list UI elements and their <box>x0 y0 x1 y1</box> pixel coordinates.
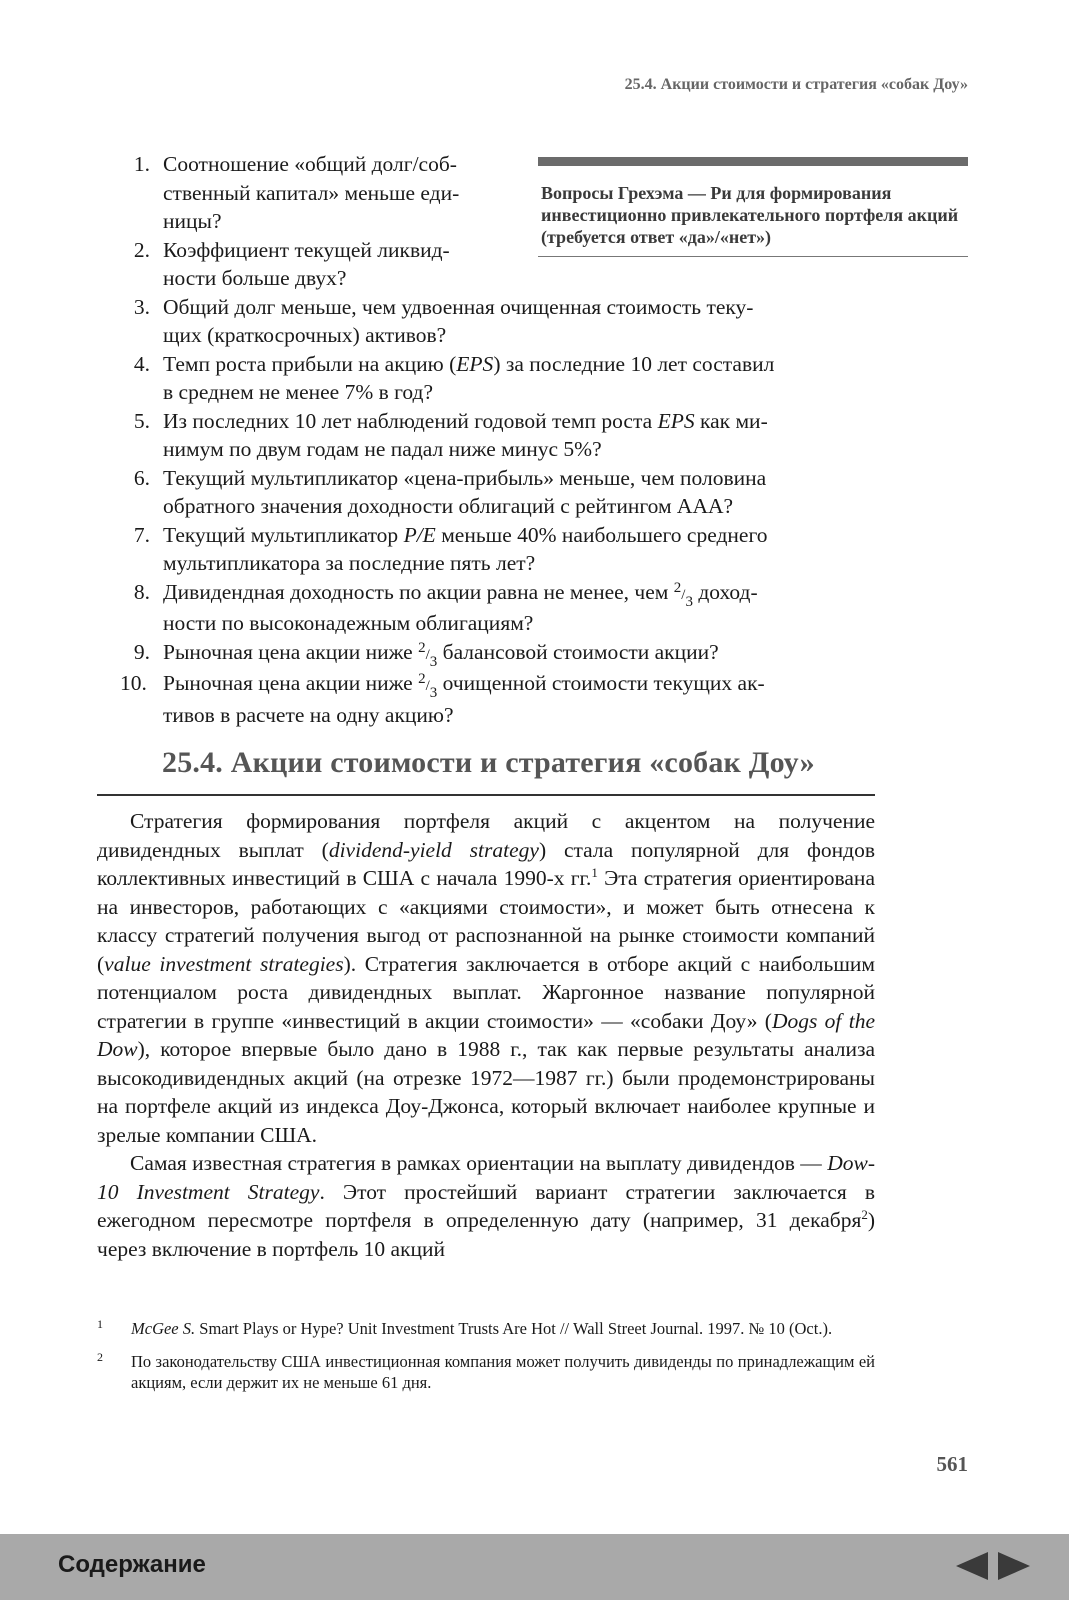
page-number: 561 <box>936 1452 968 1476</box>
paragraph: Самая известная стратегия в рамках ориентации на выплату дивидендов — Dow-10 Investment Strategy. Этот простейший вариант стратегии заключается в ежегодном пересмотре портфеля в определенную дату (например, 31 декабря$^2$) через включение в портфель 10 акций <box>97 1151 875 1261</box>
list-item: 1. Соотношение «общий долг/соб- ственный капитал» меньше еди- ницы? <box>133 152 460 233</box>
section-heading: 25.4. Акции стоимости и стратегия «собак Доу» <box>162 746 815 779</box>
contents-button[interactable]: Содержание <box>58 1551 206 1578</box>
footnote-ref[interactable]: 1 <box>591 864 598 880</box>
heading-rule <box>97 794 875 796</box>
list-item: 3. Общий долг меньше, чем удвоенная очищенная стоимость теку- щих (краткосрочных) активов? <box>133 294 754 347</box>
list-item: 2. Коэффициент текущей ликвид- ности больше двух? <box>133 237 450 290</box>
next-page-button[interactable] <box>996 1550 1032 1582</box>
question-list <box>120 150 775 729</box>
list-item: 8. Дивидендная доходность по акции равна не менее, чем 2/3 доход- ности по высоконадежным облигациям? <box>133 579 758 635</box>
bottom-navigation-bar <box>0 1534 1069 1600</box>
list-item: 4. Темп роста прибыли на акцию (EPS) за последние 10 лет составил в среднем не менее 7% в год? <box>133 351 775 404</box>
prev-page-button[interactable] <box>954 1550 990 1582</box>
list-item: 6. Текущий мультипликатор «цена-прибыль» меньше, чем половина обратного значения доходности облигаций с рейтингом ААА? <box>133 465 767 518</box>
list-item: 7. Текущий мультипликатор P/E меньше 40% наибольшего среднего мультипликатора за последние пять лет? <box>133 522 768 575</box>
fraction: 2/3 <box>418 639 438 670</box>
arrow-right-icon <box>996 1550 1032 1582</box>
running-head: 25.4. Акции стоимости и стратегия «собак Доу» <box>624 76 968 93</box>
footnote: 1 McGee S. Smart Plays or Hype? Unit Investment Trusts Are Hot // Wall Street Journal. 1997. № 10 (Oct.). <box>97 1317 833 1338</box>
list-item: 10. Рыночная цена акции ниже 2/3 очищенной стоимости текущих ак- тивов в расчете на одну акцию? <box>120 671 765 727</box>
arrow-left-icon <box>954 1550 990 1582</box>
list-item: 5. Из последних 10 лет наблюдений годовой темп роста EPS как ми- нимум по двум годам не падал ниже минус 5%? <box>133 408 768 461</box>
footnotes <box>97 1318 875 1405</box>
sidebar-title: Вопросы Грехэма — Ри для формирования инвестиционно привлекательного портфеля акций (требуется ответ «да»/«нет») <box>541 183 959 247</box>
fraction: 2/3 <box>673 579 693 610</box>
list-item: 9. Рыночная цена акции ниже 2/3 балансовой стоимости акции? <box>133 639 719 670</box>
footnote: 2 По законодательству США инвестиционная компания может получить дивиденды по принадлежащим ей акциям, если держит их не меньше 61 дня. <box>97 1350 875 1392</box>
paragraph: Стратегия формирования портфеля акций с акцентом на получение дивидендных выплат (dividend-yield strategy) стала популярной для фондов коллективных инвестиций в США с начала 1990-х гг.$^1$ Эта стратегия ориентирована на инвесторов, работающих с «акциями стоимости», и может быть отнесена к классу стратегий получения выгод от распознанной на рынке стоимости компаний (value investment strategies). Стратегия заключается в отборе акций с наибольшим потенциалом роста дивидендных выплат. Жаргонное название популярной стратегии в группе «инвестиций в акции стоимости» — «собаки Доу» (Dogs of the Dow), которое впервые было дано в 1988 г., так как первые результаты анализа высокодивидендных акций (на отрезке 1972—1987 гг.) были продемонстрированы на портфеле акций из индекса Доу-Джонса, который включает наиболее крупные и зрелые компании США. <box>97 809 876 1147</box>
fraction: 2/3 <box>418 671 438 701</box>
body-text <box>97 807 875 1263</box>
footnote-ref[interactable]: 2 <box>861 1206 868 1222</box>
